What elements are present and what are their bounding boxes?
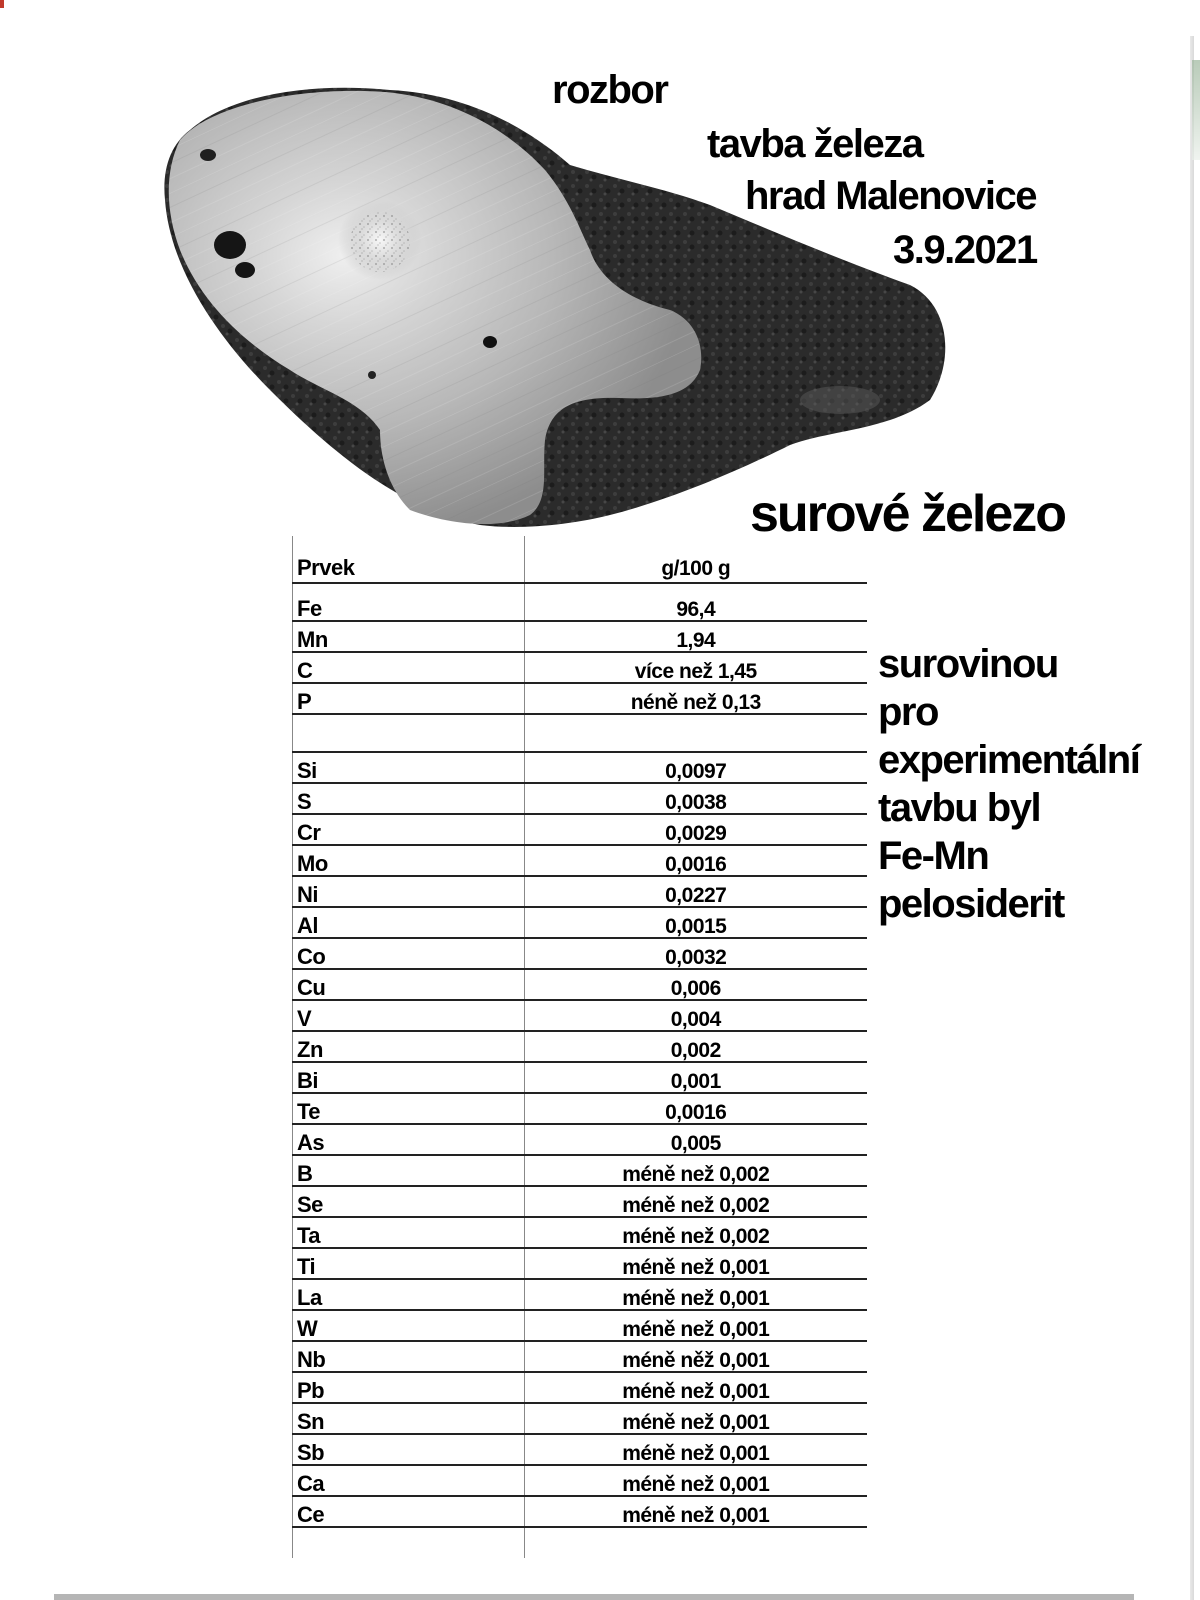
table-row <box>293 969 867 1000</box>
value-cell: méně než 0,001 <box>525 1310 867 1341</box>
value-cell: méně než 0,001 <box>525 1434 867 1465</box>
element-cell: Cu <box>293 969 525 1000</box>
element-cell: Mn <box>293 621 525 652</box>
element-cell: W <box>293 1310 525 1341</box>
element-cell: Nb <box>293 1341 525 1372</box>
value-cell: 0,005 <box>525 1124 867 1155</box>
table-tail-row <box>293 1527 867 1558</box>
value-cell: 96,4 <box>525 583 867 621</box>
note-line: tavbu byl <box>878 786 1041 830</box>
value-cell: 0,006 <box>525 969 867 1000</box>
title-date: 3.9.2021 <box>893 228 1037 272</box>
table-row <box>293 714 867 752</box>
value-cell: méně něž 0,001 <box>525 1341 867 1372</box>
table-row <box>293 1124 867 1155</box>
bottom-rule <box>54 1594 1134 1600</box>
tail-cell <box>525 1527 867 1558</box>
title-line-1: rozbor <box>552 68 668 112</box>
element-cell: Zn <box>293 1031 525 1062</box>
table-row <box>293 752 867 783</box>
value-cell: 0,0015 <box>525 907 867 938</box>
table-row <box>293 1310 867 1341</box>
table-row <box>293 907 867 938</box>
value-cell: méně než 0,001 <box>525 1403 867 1434</box>
element-cell: B <box>293 1155 525 1186</box>
element-cell: Fe <box>293 583 525 621</box>
table-row <box>293 621 867 652</box>
element-cell: Se <box>293 1186 525 1217</box>
value-cell: néně než 0,13 <box>525 683 867 714</box>
table-row <box>293 652 867 683</box>
note-line: pro <box>878 690 938 734</box>
element-cell: Bi <box>293 1062 525 1093</box>
table-row <box>293 1434 867 1465</box>
side-note <box>878 640 1139 928</box>
element-cell: P <box>293 683 525 714</box>
header-element: Prvek <box>293 536 525 583</box>
corner-mark <box>0 0 4 8</box>
element-cell: La <box>293 1279 525 1310</box>
element-cell: As <box>293 1124 525 1155</box>
value-cell: 0,0029 <box>525 814 867 845</box>
table-row <box>293 1465 867 1496</box>
element-cell: Sn <box>293 1403 525 1434</box>
note-line: surovinou <box>878 642 1058 686</box>
table-row <box>293 1496 867 1527</box>
table-row <box>293 583 867 621</box>
table-row <box>293 1372 867 1403</box>
element-cell: Pb <box>293 1372 525 1403</box>
value-cell <box>525 714 867 752</box>
note-line: Fe-Mn <box>878 834 989 878</box>
element-cell: C <box>293 652 525 683</box>
element-cell: Mo <box>293 845 525 876</box>
table-row <box>293 1341 867 1372</box>
value-cell: méně než 0,002 <box>525 1217 867 1248</box>
element-cell: Sb <box>293 1434 525 1465</box>
table-row <box>293 876 867 907</box>
title-line-3: hrad Malenovice <box>745 174 1036 218</box>
element-cell: Co <box>293 938 525 969</box>
page-edge-shadow <box>1190 36 1194 1600</box>
value-cell: 0,0038 <box>525 783 867 814</box>
value-cell: méně než 0,002 <box>525 1155 867 1186</box>
table-header-row <box>293 536 867 583</box>
table-row <box>293 938 867 969</box>
table-row <box>293 1000 867 1031</box>
value-cell: méně než 0,001 <box>525 1248 867 1279</box>
table-row <box>293 783 867 814</box>
value-cell: 0,0097 <box>525 752 867 783</box>
header-unit: g/100 g <box>525 536 867 583</box>
page-edge-tab <box>1192 60 1200 160</box>
element-cell: Al <box>293 907 525 938</box>
note-line: pelosiderit <box>878 882 1064 926</box>
value-cell: méně než 0,002 <box>525 1186 867 1217</box>
table-row <box>293 814 867 845</box>
element-cell: Ta <box>293 1217 525 1248</box>
element-cell: S <box>293 783 525 814</box>
value-cell: 1,94 <box>525 621 867 652</box>
table-row <box>293 1248 867 1279</box>
table-row <box>293 1093 867 1124</box>
element-cell: V <box>293 1000 525 1031</box>
element-cell: Ce <box>293 1496 525 1527</box>
table-row <box>293 1279 867 1310</box>
element-cell: Cr <box>293 814 525 845</box>
element-cell <box>293 714 525 752</box>
element-cell: Ni <box>293 876 525 907</box>
value-cell: méně než 0,001 <box>525 1372 867 1403</box>
value-cell: 0,0227 <box>525 876 867 907</box>
table-row <box>293 683 867 714</box>
value-cell: méně než 0,001 <box>525 1465 867 1496</box>
material-label: surové železo <box>750 485 1066 543</box>
table-row <box>293 1062 867 1093</box>
element-cell: Ca <box>293 1465 525 1496</box>
value-cell: 0,0032 <box>525 938 867 969</box>
table-row <box>293 1403 867 1434</box>
value-cell: 0,0016 <box>525 1093 867 1124</box>
value-cell: 0,001 <box>525 1062 867 1093</box>
tail-cell <box>293 1527 525 1558</box>
table-row <box>293 1186 867 1217</box>
value-cell: méně než 0,001 <box>525 1496 867 1527</box>
value-cell: 0,004 <box>525 1000 867 1031</box>
note-line: experimentální <box>878 738 1140 782</box>
title-line-2: tavba železa <box>707 122 923 166</box>
value-cell: více než 1,45 <box>525 652 867 683</box>
table-row <box>293 845 867 876</box>
element-cell: Si <box>293 752 525 783</box>
composition-table <box>292 536 867 1558</box>
element-cell: Te <box>293 1093 525 1124</box>
value-cell: 0,0016 <box>525 845 867 876</box>
element-cell: Ti <box>293 1248 525 1279</box>
value-cell: 0,002 <box>525 1031 867 1062</box>
value-cell: méně než 0,001 <box>525 1279 867 1310</box>
table-row <box>293 1031 867 1062</box>
table-row <box>293 1155 867 1186</box>
table-row <box>293 1217 867 1248</box>
